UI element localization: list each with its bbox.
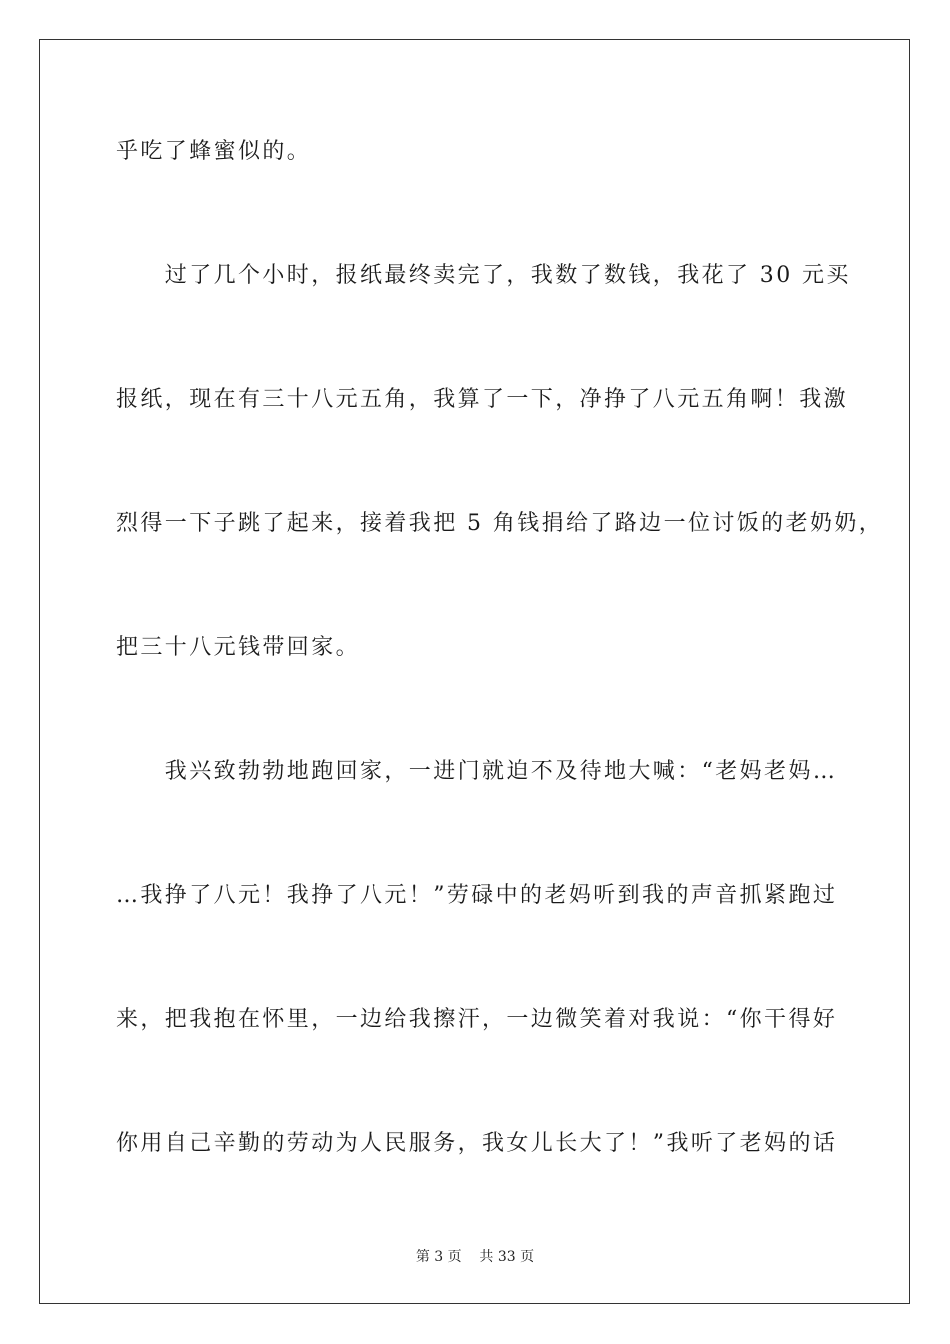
- text-line-6: 我兴致勃勃地跑回家，一进门就迫不及待地大喊：“老妈老妈…: [116, 759, 838, 784]
- page-number-footer: 第 3 页 共 33 页: [415, 1249, 535, 1265]
- text-line-4: 烈得一下子跳了起来，接着我把 5 角钱捐给了路边一位讨饭的老奶奶，: [116, 511, 884, 536]
- text-line-2: 过了几个小时，报纸最终卖完了，我数了数钱，我花了 30 元买: [116, 263, 851, 288]
- text-line-7: …我挣了八元！我挣了八元！”劳碌中的老妈听到我的声音抓紧跑过: [116, 883, 838, 908]
- text-line-1: 乎吃了蜂蜜似的。: [116, 139, 312, 164]
- text-line-5: 把三十八元钱带回家。: [116, 635, 361, 660]
- text-line-9: 你用自己辛勤的劳动为人民服务，我女儿长大了！”我听了老妈的话: [116, 1131, 838, 1156]
- text-line-8: 来，把我抱在怀里，一边给我擦汗，一边微笑着对我说：“你干得好: [116, 1007, 838, 1032]
- text-line-3: 报纸，现在有三十八元五角，我算了一下，净挣了八元五角啊！我激: [116, 387, 849, 412]
- page-border: [39, 39, 910, 1304]
